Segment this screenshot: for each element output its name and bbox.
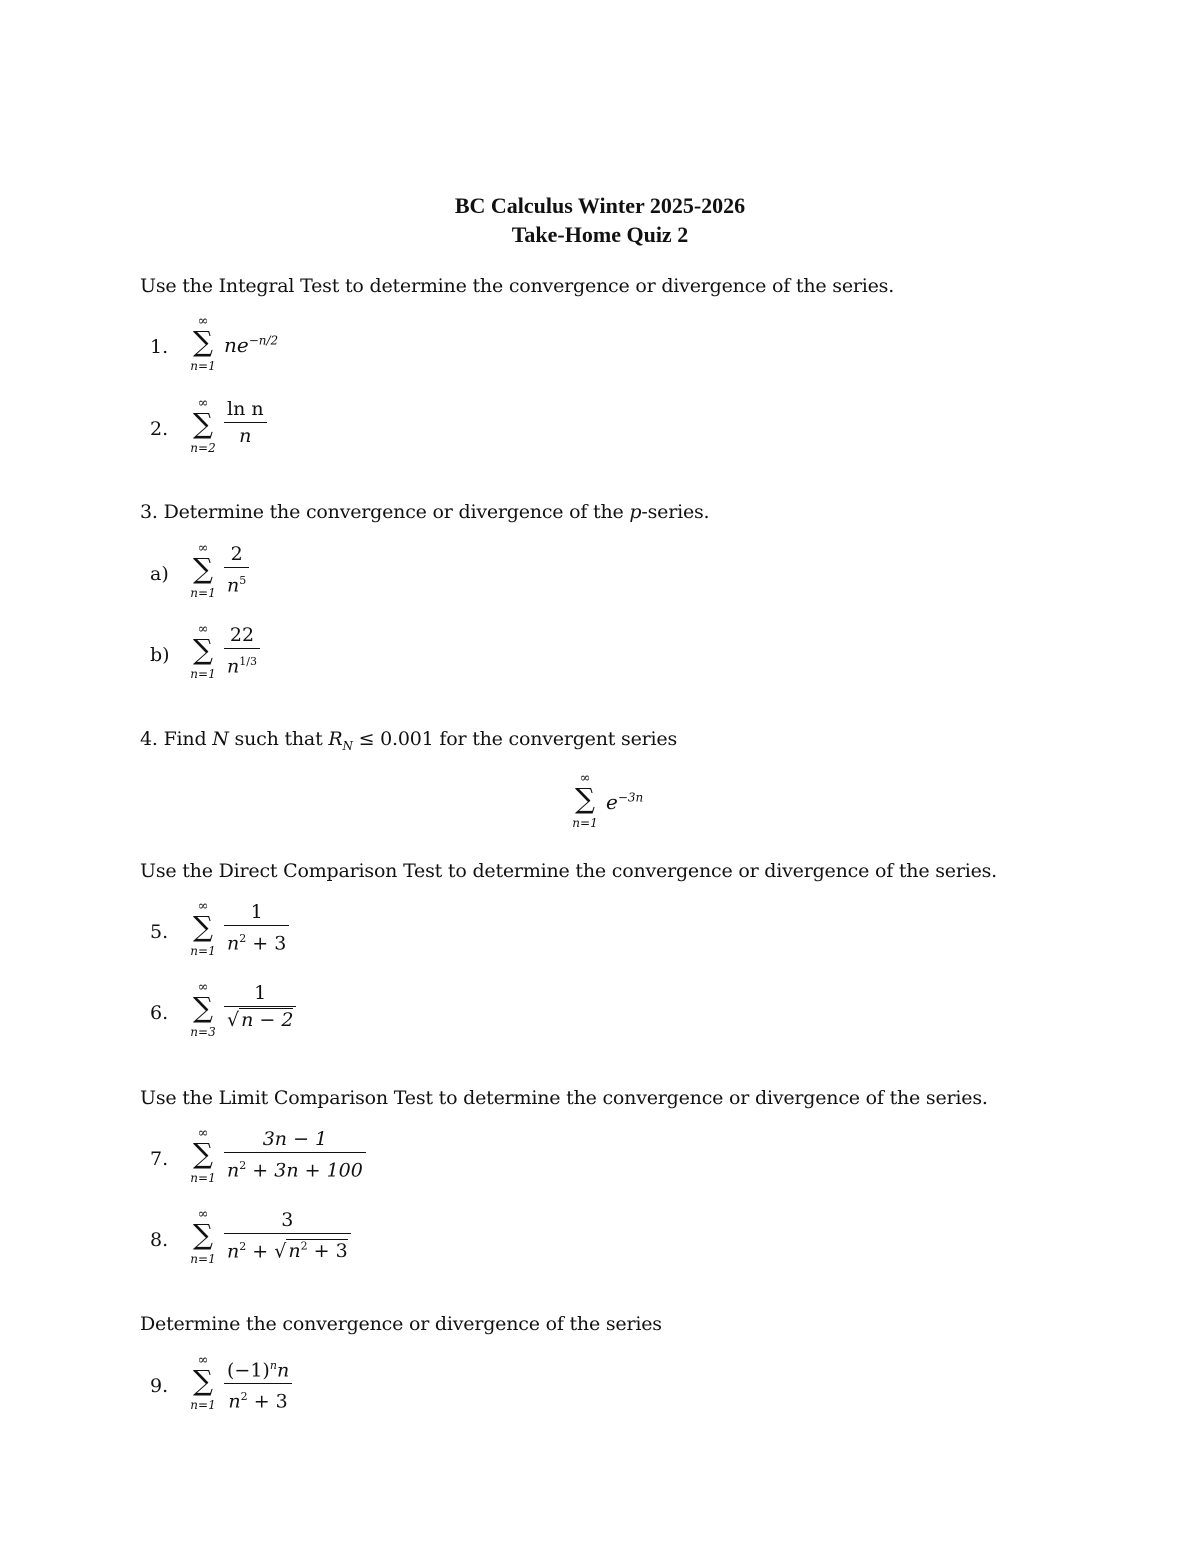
sum-upper-limit: ∞ (579, 771, 591, 786)
den-exponent: 2 (239, 1240, 247, 1253)
p-variable: p (629, 501, 642, 523)
remainder-rest: ≤ 0.001 for the convergent series (352, 728, 677, 750)
sum-lower-limit: n=1 (190, 359, 216, 373)
fraction (224, 1127, 366, 1182)
denominator (225, 1384, 290, 1413)
denominator: n (239, 425, 252, 447)
sigma-symbol: ∑ (193, 407, 213, 440)
den-base: n (228, 1390, 241, 1413)
den-rest: + 3 (247, 1390, 288, 1413)
num-base: (−1) (227, 1359, 270, 1382)
numerator: 1 (250, 901, 263, 923)
sum-upper-limit: ∞ (197, 1353, 209, 1368)
den-base: n (227, 574, 240, 597)
remainder-prefix: 4. Find (140, 728, 213, 750)
integral-test-instructions: Use the Integral Test to determine the convergence or divergence of the series. (140, 275, 895, 297)
fraction (224, 397, 267, 448)
var-R: R (328, 728, 343, 750)
sigma-symbol: ∑ (193, 910, 213, 943)
p-series-instructions (140, 501, 709, 523)
term-base: ne (224, 333, 249, 357)
den-base: n (227, 932, 240, 955)
denominator (224, 568, 249, 597)
den-base: n (227, 1240, 240, 1263)
problem-label: 5. (150, 921, 169, 943)
problem-label: 6. (150, 1002, 169, 1024)
sum-lower-limit: n=1 (190, 944, 216, 958)
sigma-symbol: ∑ (575, 782, 595, 815)
sigma-symbol: ∑ (193, 1137, 213, 1170)
denominator (224, 1007, 296, 1032)
numerator: 2 (230, 543, 243, 565)
numerator: 22 (229, 624, 255, 646)
p-series-suffix: -series. (641, 501, 710, 523)
var-N: N (212, 728, 229, 750)
numerator (224, 1354, 292, 1383)
sigma-symbol: ∑ (193, 325, 213, 358)
page-subtitle: Take-Home Quiz 2 (511, 222, 689, 247)
fraction (224, 542, 249, 597)
direct-comparison-instructions: Use the Direct Comparison Test to determine the convergence or divergence of the series. (140, 860, 998, 882)
sum-lower-limit: n=1 (190, 1252, 216, 1266)
problem-label: 9. (150, 1375, 169, 1397)
fraction (224, 1208, 351, 1263)
denominator (224, 1153, 366, 1182)
fraction (224, 981, 296, 1032)
numerator: 3 (281, 1209, 294, 1231)
sum-upper-limit: ∞ (197, 622, 209, 637)
sigma-symbol: ∑ (193, 1364, 213, 1397)
den-exponent: 1/3 (239, 655, 257, 668)
problem-label: 7. (150, 1148, 169, 1170)
sum-upper-limit: ∞ (197, 541, 209, 556)
sigma-symbol: ∑ (193, 552, 213, 585)
numerator: 1 (254, 982, 267, 1004)
sigma-symbol: ∑ (193, 1218, 213, 1251)
problem-label: 8. (150, 1229, 169, 1251)
den-plus: + (246, 1240, 275, 1263)
num-exponent: n (269, 1359, 277, 1372)
term-exponent: −n/2 (248, 333, 279, 348)
den-base: n (227, 1159, 240, 1182)
sum-lower-limit: n=1 (190, 1398, 216, 1412)
series-term (224, 333, 278, 357)
denominator (224, 1234, 351, 1263)
den-exponent: 2 (239, 1159, 247, 1172)
sum-lower-limit: n=1 (572, 816, 598, 830)
alternating-instructions: Determine the convergence or divergence of the series (140, 1313, 662, 1335)
den-exponent: 5 (239, 574, 247, 587)
radicand-exponent: 2 (300, 1240, 308, 1253)
fraction (224, 900, 289, 955)
fraction (224, 623, 260, 678)
num-rest: n (276, 1359, 290, 1382)
den-rest: + 3n + 100 (246, 1159, 363, 1182)
den-exponent: 2 (240, 1390, 248, 1404)
sum-lower-limit: n=1 (190, 667, 216, 681)
sum-lower-limit: n=1 (190, 1171, 216, 1185)
denominator (224, 649, 260, 678)
sum-upper-limit: ∞ (197, 1207, 209, 1222)
var-R-subscript: N (342, 738, 353, 753)
sigma-symbol: ∑ (193, 991, 213, 1024)
sum-upper-limit: ∞ (197, 899, 209, 914)
page-title: BC Calculus Winter 2025-2026 (454, 193, 746, 218)
radical-sign: √ (227, 1009, 240, 1031)
term-base: e (606, 790, 618, 814)
sum-upper-limit: ∞ (197, 396, 209, 411)
limit-comparison-instructions: Use the Limit Comparison Test to determine the convergence or divergence of the series. (140, 1087, 988, 1109)
fraction (224, 1354, 292, 1414)
sum-upper-limit: ∞ (197, 314, 209, 329)
term-exponent: −3n (617, 790, 644, 805)
sum-lower-limit: n=3 (190, 1025, 216, 1039)
radical-sign: √ (274, 1240, 287, 1263)
numerator: 3n − 1 (262, 1128, 328, 1150)
remainder-instructions (140, 728, 677, 753)
radicand: n − 2 (241, 1009, 294, 1031)
radicand (286, 1239, 347, 1262)
series-term (606, 790, 643, 814)
problem-label: 1. (150, 336, 169, 358)
remainder-mid: such that (228, 728, 329, 750)
p-series-prefix: 3. Determine the convergence or divergence of the (140, 501, 630, 523)
sum-upper-limit: ∞ (197, 1126, 209, 1141)
numerator: ln n (227, 398, 264, 420)
den-exponent: 2 (239, 932, 247, 945)
sum-upper-limit: ∞ (197, 980, 209, 995)
problem-label: a) (150, 563, 169, 585)
den-rest: + 3 (246, 932, 287, 955)
problem-label: 2. (150, 418, 169, 440)
den-base: n (227, 655, 240, 678)
denominator (224, 926, 289, 955)
sum-lower-limit: n=1 (190, 586, 216, 600)
radicand-base: n (288, 1240, 301, 1263)
sum-lower-limit: n=2 (190, 441, 216, 455)
problem-label: b) (150, 644, 170, 666)
sigma-symbol: ∑ (193, 633, 213, 666)
radicand-rest: + 3 (307, 1240, 348, 1263)
